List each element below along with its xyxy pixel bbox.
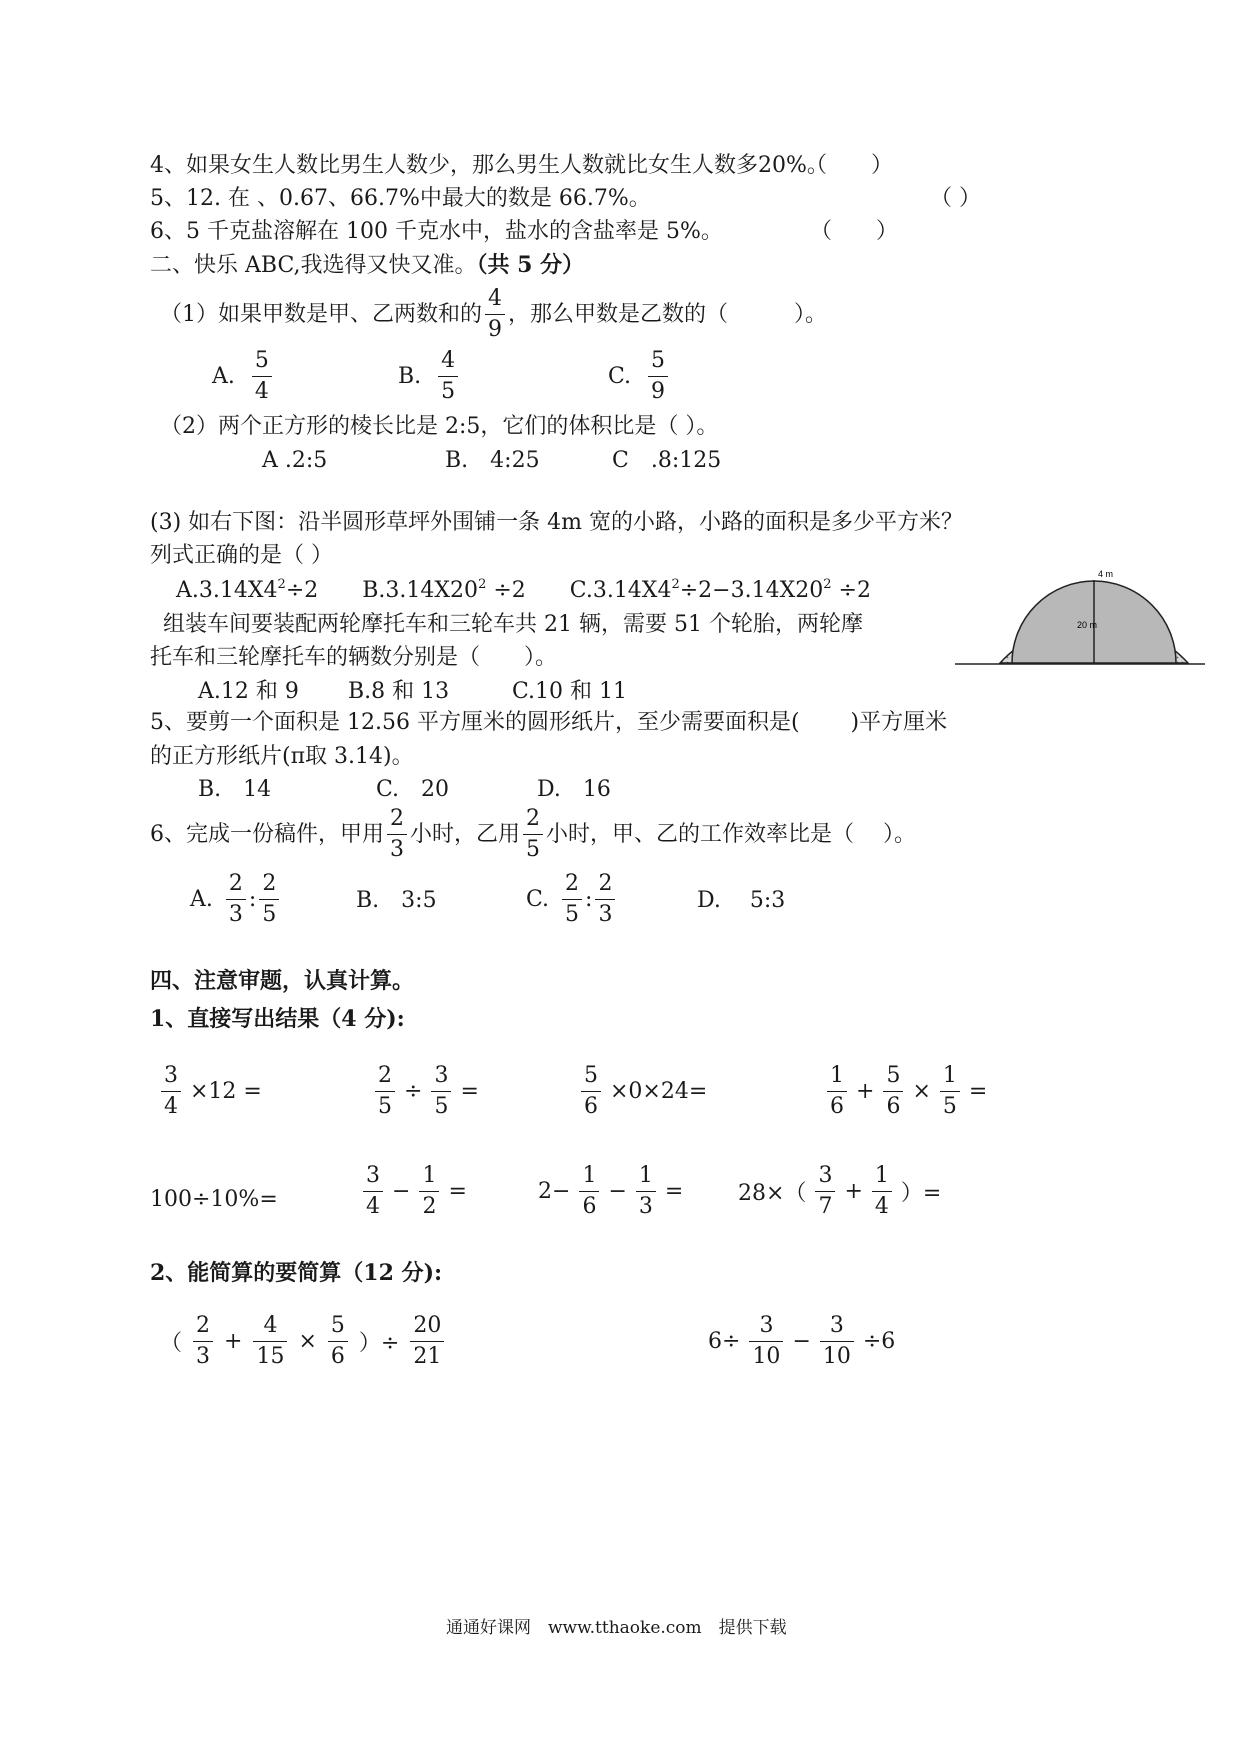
section4-sub1: 1、直接写出结果（4 分):	[150, 1006, 405, 1032]
choice-q1-option-c[interactable]: C. $\frac{5}{9}$	[608, 350, 671, 403]
judge-q5: 5、12. 在 、0.67、66.7%中最大的数是 66.7%。	[150, 186, 651, 211]
choice-q3-option-b[interactable]: $B.3.14X20^2 \div 2$	[362, 577, 526, 603]
section4-sub2: 2、能简算的要简算（12 分):	[150, 1260, 443, 1286]
choice-q2-option-b[interactable]: B. 4:25	[445, 448, 540, 473]
section2-title-text: 二、快乐 ABC,我选得又快又准。	[150, 253, 477, 278]
choice-q6-option-b[interactable]: B. 3:5	[356, 888, 437, 913]
calc-e5: 100÷10%=	[150, 1187, 278, 1212]
judge-q6: 6、5 千克盐溶解在 100 千克水中，盐水的含盐率是 5%。	[150, 219, 723, 244]
choice-q5-option-b[interactable]: B. 14	[198, 777, 272, 802]
choice-q5-option-d[interactable]: D. 16	[537, 777, 611, 802]
calc-e2: $\frac{2}{5}$ ÷ $\frac{3}{5}$ =	[372, 1065, 479, 1118]
choice-q4-line1: 组装车间要装配两轮摩托车和三轮车共 21 辆，需要 51 个轮胎，两轮摩	[163, 612, 863, 637]
section2-title	[150, 254, 584, 277]
calc-e4: $\frac{1}{6}$ + $\frac{5}{6}$ × $\frac{1}{5}$ =	[824, 1065, 987, 1118]
fraction: $\frac{2}{5}$	[523, 808, 543, 861]
choice-q4-option-b[interactable]: B.8 和 13	[348, 679, 450, 704]
choice-q6: 6、完成一份稿件，甲用 $\frac{2}{3}$ 小时，乙用 $\frac{2}{5}$ 小时，甲、乙的工作效率比是（ ）。	[150, 806, 917, 862]
choice-q1-before: （1）如果甲数是甲、乙两数和的	[160, 301, 482, 327]
choice-q1-option-b[interactable]: B. $\frac{4}{5}$	[398, 350, 461, 403]
choice-q3-option-a[interactable]: $A.3.14X4^2\div 2$	[176, 577, 319, 603]
choice-q3-line2: 列式正确的是（ ）	[150, 543, 333, 568]
calc-e1: $\frac{3}{4}$ ×12 =	[158, 1065, 262, 1118]
choice-q4-option-a[interactable]: A.12 和 9	[198, 679, 299, 704]
choice-q6-option-c[interactable]: C. $\frac{2}{5}$ : $\frac{2}{3}$	[526, 873, 618, 926]
choice-q5-line2: 的正方形纸片(π取 3.14)。	[150, 744, 414, 769]
choice-q4-option-c[interactable]: C.10 和 11	[512, 679, 628, 704]
judge-q6-paren[interactable]: （ ）	[810, 219, 899, 244]
simplify-e2: 6÷ $\frac{3}{10}$ − $\frac{3}{10}$ ÷6	[708, 1313, 896, 1369]
fraction: $\frac{2}{3}$	[387, 808, 407, 861]
section4-title: 四、注意审题，认真计算。	[150, 968, 415, 994]
calc-e7: 2− $\frac{1}{6}$ − $\frac{1}{3}$ =	[538, 1163, 684, 1219]
choice-q5-option-c[interactable]: C. 20	[376, 777, 450, 802]
simplify-e1: （ $\frac{2}{3}$ + $\frac{4}{15}$ × $\frac{5}{6}$ ）÷ $\frac{20}{21}$	[160, 1315, 447, 1368]
judge-q4	[150, 155, 829, 177]
choice-q6-option-d[interactable]: D. 5:3	[697, 888, 786, 913]
choice-q5-line1: 5、要剪一个面积是 12.56 平方厘米的圆形纸片，至少需要面积是( )平方厘米	[150, 710, 948, 735]
choice-q6-option-a[interactable]: A. $\frac{2}{3}$ : $\frac{2}{5}$	[190, 873, 282, 926]
choice-q2-option-a[interactable]: A .2:5	[262, 448, 328, 473]
choice-q1-after: ，那么甲数是乙数的（ ）。	[508, 301, 828, 327]
choice-q2-option-c[interactable]: C .8:125	[612, 448, 722, 473]
choice-q1	[160, 288, 827, 341]
fraction: $\frac{4}{9}$	[485, 288, 505, 341]
judge-q4-text: 4、如果女生人数比男生人数少，那么男生人数就比女生人数多20%。	[150, 153, 829, 178]
choice-q1-option-a[interactable]: A. $\frac{5}{4}$	[212, 350, 275, 403]
calc-e3: $\frac{5}{6}$ ×0×24=	[578, 1065, 707, 1118]
choice-q3-line1: (3) 如右下图：沿半圆形草坪外围铺一条 4m 宽的小路，小路的面积是多少平方米？	[150, 510, 964, 535]
calc-e6: $\frac{3}{4}$ − $\frac{1}{2}$ =	[360, 1165, 467, 1218]
choice-q4-line2: 托车和三轮摩托车的辆数分别是（ ）。	[150, 645, 558, 670]
radius-label: 20 m	[1077, 620, 1098, 630]
footer-source: 通通好课网 www.tthaoke.com 提供下载	[446, 1618, 787, 1638]
choice-q3-options	[176, 577, 871, 603]
judge-q4-paren[interactable]: （ ）	[805, 153, 894, 178]
choice-q2: （2）两个正方形的棱长比是 2:5，它们的体积比是（ ）。	[160, 414, 719, 439]
section2-title-score: （共 5 分）	[476, 252, 585, 278]
calc-e8: 28×（ $\frac{3}{7}$ + $\frac{1}{4}$ ）=	[738, 1163, 942, 1219]
judge-q5-paren[interactable]: （ ）	[930, 186, 981, 211]
choice-q3-option-c[interactable]: $C.3.14X4^2\div 2-3.14X20^2 \div 2$	[569, 577, 871, 603]
semicircle-lawn-figure	[955, 560, 1205, 675]
width-label: 4 m	[1098, 569, 1114, 579]
